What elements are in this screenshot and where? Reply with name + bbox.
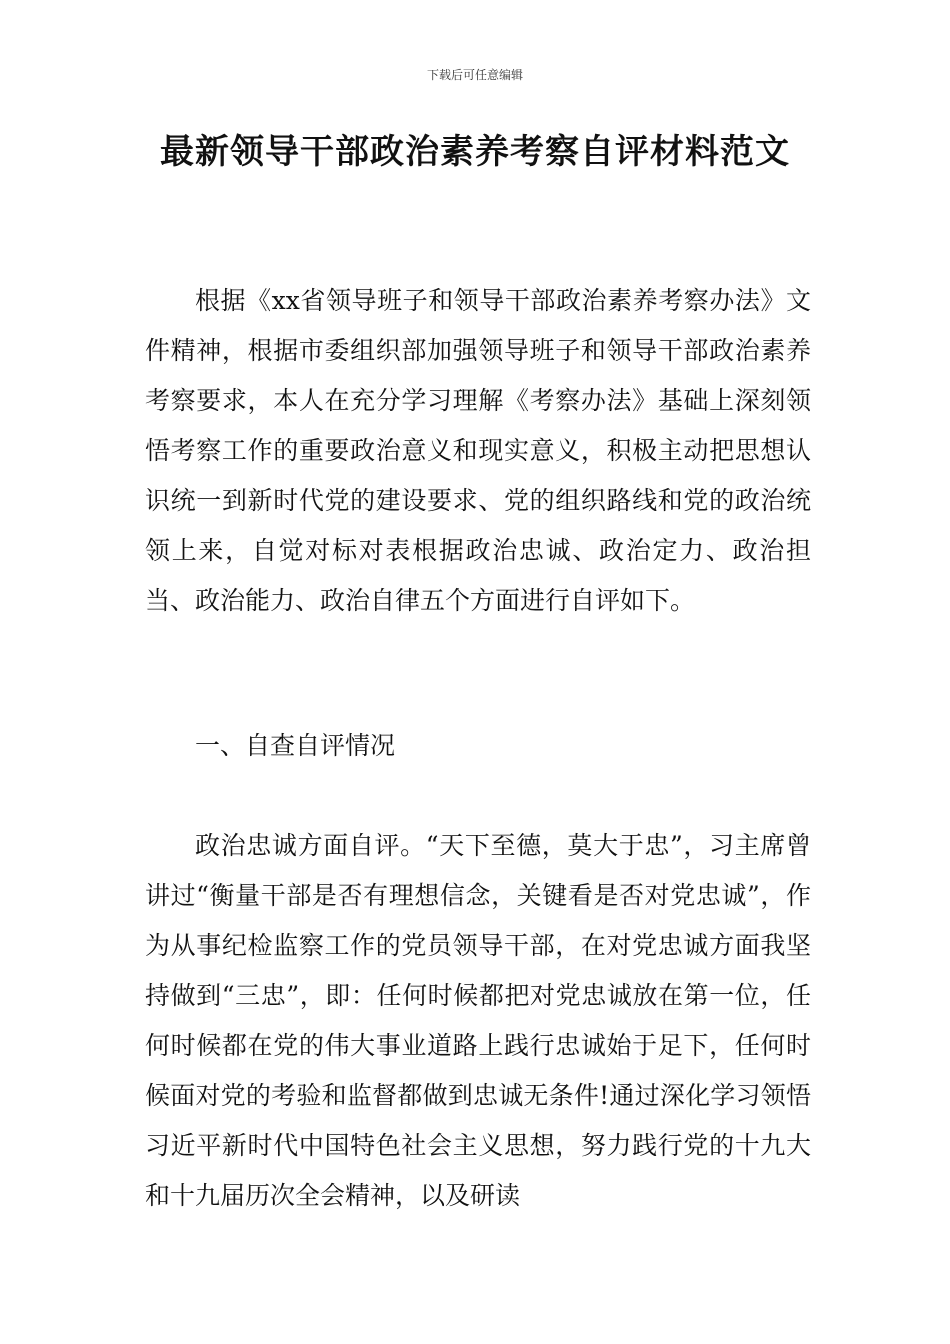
intro-paragraph-block	[145, 276, 811, 626]
document-title: 最新领导干部政治素养考察自评材料范文	[160, 132, 790, 172]
header-note: 下载后可任意编辑	[426, 68, 523, 82]
loyalty-paragraph-block	[145, 821, 811, 1221]
section-heading: 一、自查自评情况	[195, 731, 396, 760]
section-heading-block	[145, 721, 811, 771]
intro-paragraph: 根据《xx省领导班子和领导干部政治素养考察办法》文件精神，根据市委组织部加强领导班子和领导干部政治素养考察要求，本人在充分学习理解《考察办法》基础上深刻领悟考察工作的重要政治意义和现实意义，积极主动把思想认识统一到新时代党的建设要求、党的组织路线和党的政治统领上来，自觉对标对表根据政治忠诚、政治定力、政治担当、政治能力、政治自律五个方面进行自评如下。	[145, 286, 811, 615]
loyalty-paragraph: 政治忠诚方面自评。“天下至德，莫大于忠”，习主席曾讲过“衡量干部是否有理想信念，关键看是否对党忠诚”，作为从事纪检监察工作的党员领导干部，在对党忠诚方面我坚持做到“三忠”，即：任何时候都把对党忠诚放在第一位，任何时候都在党的伟大事业道路上践行忠诚始于足下，任何时候面对党的考验和监督都做到忠诚无条件!通过深化学习领悟习近平新时代中国特色社会主义思想，努力践行党的十九大和十九届历次全会精神，以及研读	[145, 831, 811, 1210]
